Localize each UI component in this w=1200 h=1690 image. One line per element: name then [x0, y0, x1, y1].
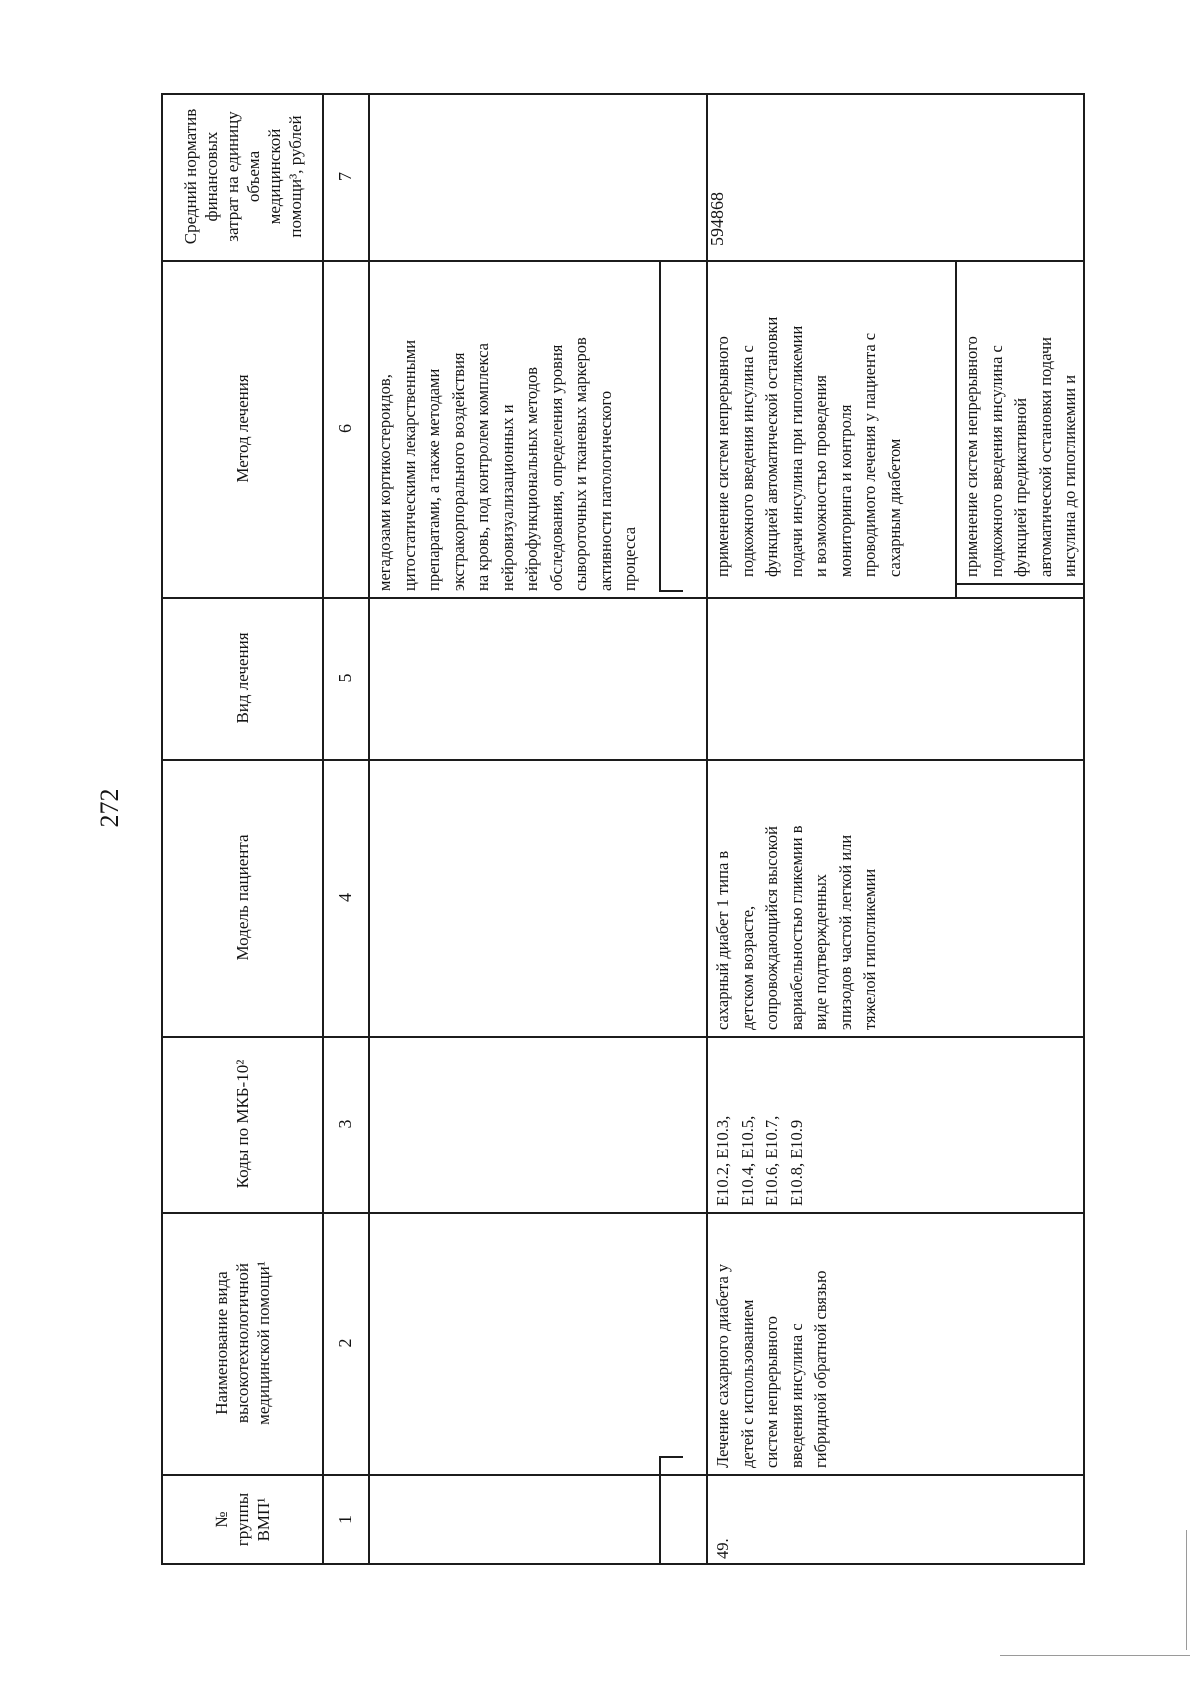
column-number: 4: [335, 893, 355, 902]
hmc-type-name: Лечение сахарного диабета у детей с использованием систем непрерывного введения инсулина с гибридной обратной связью: [713, 1263, 830, 1468]
continued-treatment-method: мегадозами кортикостероидов, цитостатическими лекарственными препаратами, а также методами экстракорпорального воздействия на кровь, под контролем комплекса нейровизуализационных и нейрофункциональных методов обследования, определения уровня сывороточных и тканевых маркеров активности патологического процесса: [375, 337, 639, 591]
header-hmc-type: Наименование вида высокотехнологичной медицинской помощи¹: [212, 1261, 273, 1425]
patient-model: сахарный диабет 1 типа в детском возрасте, сопровождающийся высокой вариабельностью гликемии в виде подтвержденных эпизодов частой легкой или тяжелой гипогликемии: [713, 825, 879, 1030]
group-number-49: 49.: [713, 1538, 732, 1559]
column-number: 3: [335, 1119, 355, 1129]
column-number: 1: [335, 1515, 355, 1524]
table-divider: [659, 590, 683, 592]
treatment-method-2: применение систем непрерывного подкожного введения инсулина с функцией предикативной автоматической остановки подачи инсулина до гипогликемии и: [962, 336, 1079, 577]
icd-codes: E10.2, E10.3, E10.4, E10.5, E10.6, E10.7, E10.8, E10.9: [713, 1115, 806, 1206]
column-number: 6: [335, 424, 355, 433]
table-divider: [659, 1456, 683, 1458]
treatment-type: [707, 597, 1083, 759]
cost-standard-value: 594868: [707, 192, 727, 246]
header-patient-model: Модель пациента: [233, 834, 252, 961]
table-divider: [659, 260, 661, 591]
header-treatment-type: Вид лечения: [233, 632, 252, 724]
column-number: 7: [335, 172, 355, 181]
header-treatment-method: Метод лечения: [233, 374, 252, 483]
page-number: 272: [95, 788, 124, 828]
header-group-number: № группы ВМП¹: [212, 1492, 273, 1547]
column-number: 5: [335, 673, 355, 683]
column-number: 2: [335, 1338, 355, 1348]
treatment-method-1: применение систем непрерывного подкожного введения инсулина с функцией автоматической остановки подачи инсулина при гипогликемии и возможностью проведения мониторинга и контроля проводимого лечения у пациента с сахарным диабетом: [713, 316, 904, 577]
table-divider: [659, 1456, 661, 1565]
header-cost-standard: Средний норматив финансовых затрат на единицу объема медицинской помощи³, рублей: [180, 108, 305, 245]
header-icd-codes: Коды по МКБ-10²: [233, 1059, 252, 1189]
scan-edge-mark: [1000, 1655, 1190, 1656]
table-divider: [955, 583, 1085, 585]
scan-edge-mark: [1186, 1530, 1187, 1650]
